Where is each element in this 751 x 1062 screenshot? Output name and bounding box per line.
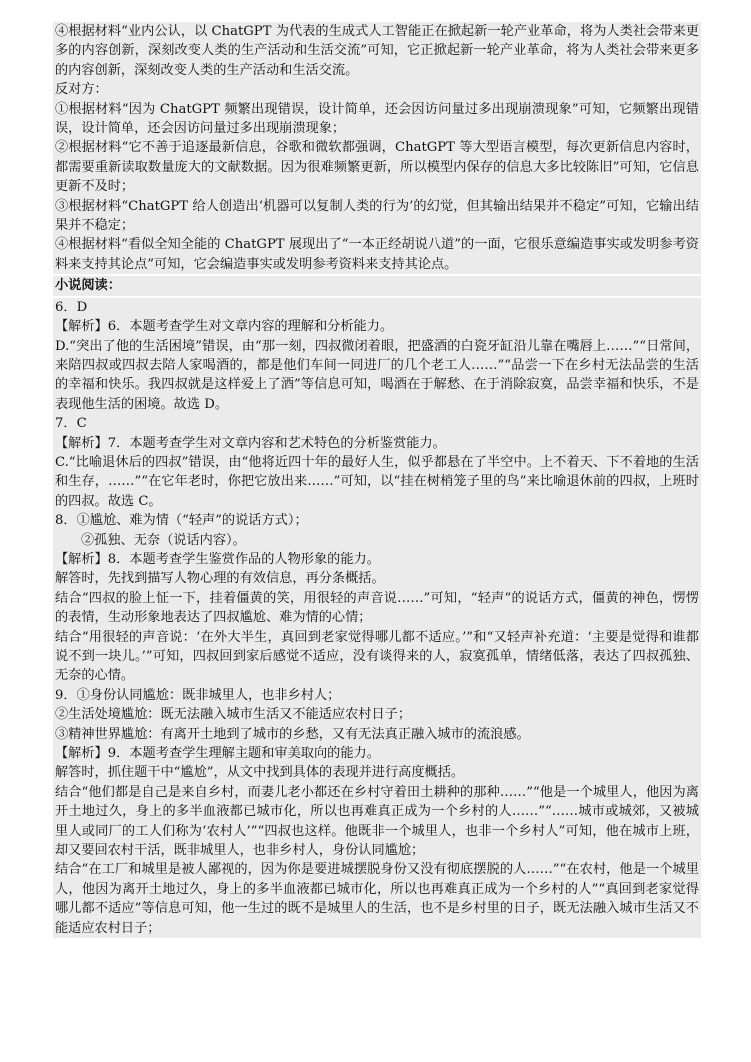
- paragraph: D.“突出了他的生活困境”错误，由“那一刻，四叔微闭着眼，把盛酒的白瓷牙缸沿儿靠在嘴唇上……”“日常间，来陪四叔或四叔去陪人家喝酒的，都是他们车间一同进厂的几个老工人……”“品尝一下在乡村无法品尝的生活的幸福和快乐。我四叔就是这样爱上了酒”等信息可知，喝酒在于解愁、在于消除寂寞，品尝幸福和快乐，不是表现他生活的困境。故选 D。: [55, 338, 699, 412]
- section-heading: 小说阅读：: [55, 278, 121, 294]
- paragraph: 解答时，先找到描写人物心理的有效信息，再分条概括。: [55, 571, 385, 587]
- answer-line: ②孤独、无奈（说话内容）。: [81, 532, 246, 548]
- paragraph: 【解析】9．本题考查学生理解主题和审美取向的能力。: [55, 746, 380, 762]
- paragraph: 结合“他们都是自己是来自乡村，而妻儿老小都还在乡村守着田土耕种的那种……”“他是一个城里人，他因为离开土地过久，身上的多半血液都已城市化，所以也再难真正成为一个乡村的人……”“……城市或城郊，又被城里人或同厂的工人们称为‘农村人’”“四叔也这样。他既非一个城里人，也非一个乡村人”可知，他在城市上班，却又要回农村干活，既非城里人，也非乡村人，身份认同尴尬；: [55, 784, 699, 859]
- answer-block-q6-q9: [53, 298, 701, 938]
- paragraph: 结合“用很轻的声音说：‘在外大半生，真回到老家觉得哪儿都不适应。’”和“又轻声补充道：‘主要是觉得和谁都说不到一块儿。’”可知，四叔回到家后感觉不适应，没有谈得来的人，寂寞孤单，情绪低落，表达了四叔孤独、无奈的心情。: [55, 629, 699, 684]
- answer-block-debate: [53, 22, 701, 274]
- answer-line: ②生活处境尴尬：既无法融入城市生活又不能适应农村日子；: [55, 707, 412, 723]
- paragraph: ①根据材料“因为 ChatGPT 频繁出现错误，设计简单，还会因访问量过多出现崩溃现象”可知，它频繁出现错误，设计简单，还会因访问量过多出现崩溃现象；: [55, 101, 699, 137]
- answer-line: 6．D: [55, 299, 88, 315]
- document-page: [53, 22, 701, 938]
- paragraph: 【解析】6．本题考查学生对文章内容的理解和分析能力。: [55, 319, 394, 335]
- paragraph: 结合“在工厂和城里是被人鄙视的，因为你是要进城摆脱身份又没有彻底摆脱的人……”“在农村，他是一个城里人，他因为离开土地过久，身上的多半血液都已城市化，所以也再难真正成为一个乡村的人”“真回到老家觉得哪儿都不适应”等信息可知，他一生过的既不是城里人的生活，也不是乡村里的日子，既无法融入城市生活又不能适应农村日子；: [55, 862, 699, 936]
- paragraph: ④根据材料“看似全知全能的 ChatGPT 展现出了“一本正经胡说八道”的一面，它很乐意编造事实或发明参考资料来支持其论点”可知，它会编造事实或发明参考资料来支持其论点。: [55, 237, 699, 272]
- paragraph: C.“比喻退休后的四叔”错误，由“他将近四十年的最好人生，似乎都悬在了半空中。上不着天、下不着地的生活和生存，……”“在它年老时，你把它放出来……”可知，以“挂在树梢笼子里的鸟”来比喻退休前的四叔，上班时的四叔。故选 C。: [55, 454, 699, 509]
- paragraph: 【解析】7．本题考查学生对文章内容和艺术特色的分析鉴赏能力。: [55, 435, 446, 451]
- answer-line: ③精神世界尴尬：有离开土地到了城市的乡愁，又有无法真正融入城市的流浪感。: [55, 726, 530, 742]
- paragraph: 结合“四叔的脸上怔一下，挂着僵黄的笑，用很轻的声音说……”可知，“轻声”的说话方式，僵黄的神色，愣愣的表情，生动形象地表达了四叔尴尬、难为情的心情；: [55, 590, 699, 626]
- paragraph: 【解析】8．本题考查学生鉴赏作品的人物形象的能力。: [55, 551, 380, 567]
- paragraph: 反对方：: [55, 82, 108, 98]
- answer-line: 9．①身份认同尴尬：既非城里人，也非乡村人；: [55, 687, 341, 703]
- answer-block-novel: [53, 276, 701, 295]
- paragraph: ②根据材料“它不善于追逐最新信息，谷歌和微软都强调，ChatGPT 等大型语言模型，每次更新信息内容时，都需要重新读取数量庞大的文献数据。因为很难频繁更新，所以模型内保存的信息大多比较陈旧”可知，它信息更新不及时；: [55, 140, 699, 195]
- answer-line: 8．①尴尬、难为情（“轻声”的说话方式）；: [55, 513, 308, 529]
- answer-line: 7．C: [55, 416, 87, 432]
- paragraph: ③根据材料“ChatGPT 给人创造出‘机器可以复制人类的行为’的幻觉，但其输出结果并不稳定”可知，它输出结果并不稳定；: [55, 198, 699, 234]
- paragraph: ④根据材料“业内公认，以 ChatGPT 为代表的生成式人工智能正在掀起新一轮产业革命，将为人类社会带来更多的内容创新，深刻改变人类的生产活动和生活交流”可知，它正掀起新一轮产业革命，将为人类社会带来更多的内容创新，深刻改变人类的生产活动和生活交流。: [55, 24, 699, 78]
- paragraph: 解答时，抓住题干中“尴尬”，从文中找到具体的表现并进行高度概括。: [55, 765, 465, 781]
